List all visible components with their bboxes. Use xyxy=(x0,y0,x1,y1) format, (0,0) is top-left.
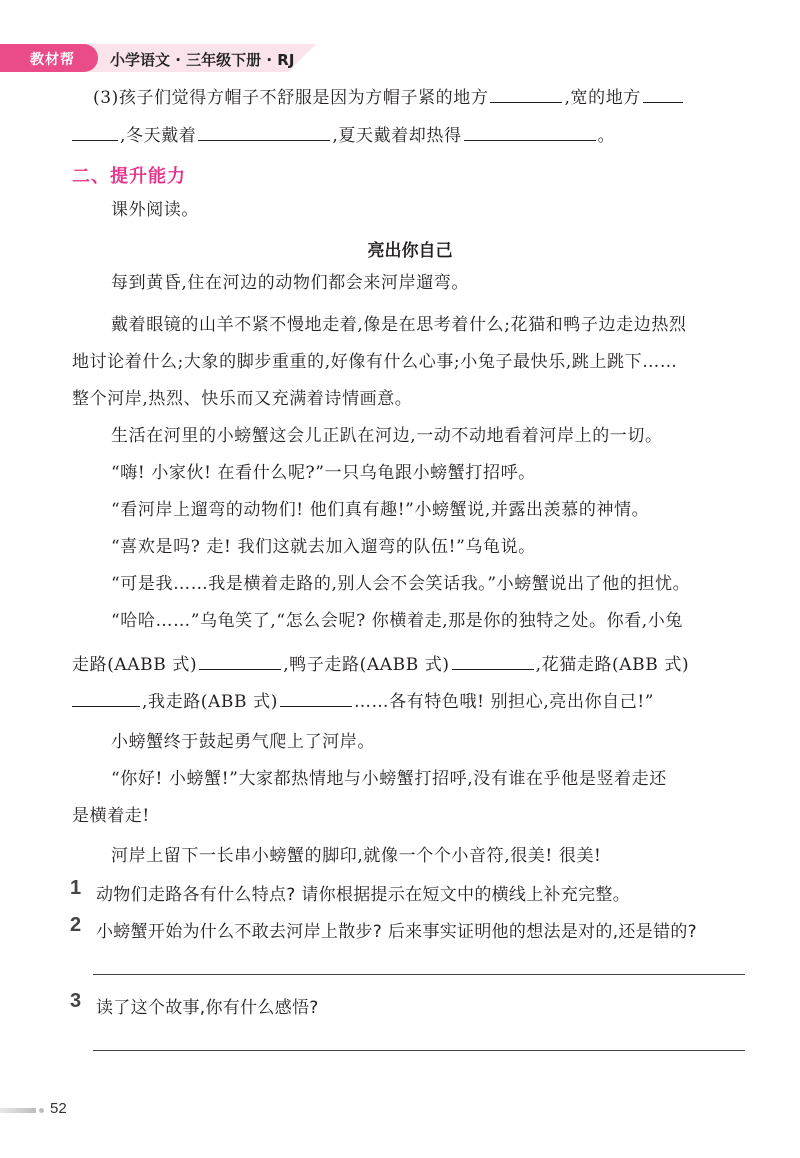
story-line-with-blanks xyxy=(72,690,654,713)
story-line: 是横着走! xyxy=(72,806,150,826)
story-paragraph: “嗨! 小家伙! 在看什么呢?”一只乌龟跟小螃蟹打招呼。 xyxy=(111,463,536,483)
question-text: 小螃蟹开始为什么不敢去河岸上散步? 后来事实证明他的想法是对的,还是错的? xyxy=(96,922,697,942)
story-text: 走路(AABB 式) xyxy=(72,655,198,675)
q3-text-2b: ,夏天戴着却热得 xyxy=(332,126,462,146)
answer-blank[interactable] xyxy=(490,86,562,103)
story-paragraph: 每到黄昏,住在河边的动物们都会来河岸遛弯。 xyxy=(111,273,470,293)
story-title: 亮出你自己 xyxy=(367,241,453,261)
section-intro: 课外阅读。 xyxy=(111,200,199,220)
answer-blank[interactable] xyxy=(198,124,330,141)
story-paragraph: 河岸上留下一长串小螃蟹的脚印,就像一个个小音符,很美! 很美! xyxy=(111,846,602,866)
question-number: 1 xyxy=(70,877,82,899)
q3-text-2c: 。 xyxy=(597,126,616,146)
story-line: 戴着眼镜的山羊不紧不慢地走着,像是在思考着什么;花猫和鸭子边走边热烈 xyxy=(111,315,687,335)
answer-blank[interactable] xyxy=(199,653,281,670)
answer-blank[interactable] xyxy=(280,690,352,707)
badge-dot-pattern xyxy=(6,94,26,110)
story-paragraph: “可是我……我是横着走路的,别人会不会笑话我。”小螃蟹说出了他的担忧。 xyxy=(111,574,691,594)
question-number: 2 xyxy=(70,914,82,936)
page-number: 52 xyxy=(50,1100,67,1117)
q3-line-1 xyxy=(93,86,683,109)
answer-blank[interactable] xyxy=(72,124,118,141)
header-title: 小学语文 · 三年级下册 · RJ xyxy=(110,51,295,69)
footer-dot xyxy=(39,1108,44,1113)
answer-line[interactable] xyxy=(93,974,745,975)
answer-blank[interactable] xyxy=(452,653,534,670)
question-text: 动物们走路各有什么特点? 请你根据提示在短文中的横线上补充完整。 xyxy=(96,885,631,905)
footer-bar xyxy=(0,1108,36,1113)
story-line: 整个河岸,热烈、快乐而又充满着诗情画意。 xyxy=(72,389,413,409)
story-line: 地讨论着什么;大象的脚步重重的,好像有什么心事;小兔子最快乐,跳上跳下…… xyxy=(72,352,678,372)
header-badge xyxy=(0,44,98,72)
q3-text-2a: ,冬天戴着 xyxy=(120,126,197,146)
story-line-with-blanks xyxy=(72,653,689,676)
question-number: 3 xyxy=(70,990,82,1012)
story-line: “你好! 小螃蟹!”大家都热情地与小螃蟹打招呼,没有谁在乎他是竖着走还 xyxy=(111,769,667,789)
q3-line-2 xyxy=(72,124,615,147)
story-paragraph: “喜欢是吗? 走! 我们这就去加入遛弯的队伍!”乌龟说。 xyxy=(111,537,536,557)
story-line: “哈哈……”乌龟笑了,“怎么会呢? 你横着走,那是你的独特之处。你看,小兔 xyxy=(111,611,684,631)
answer-blank[interactable] xyxy=(464,124,596,141)
story-text: ,花猫走路(ABB 式) xyxy=(535,655,690,675)
section-title: 二、提升能力 xyxy=(72,166,186,187)
story-paragraph: 小螃蟹终于鼓起勇气爬上了河岸。 xyxy=(111,732,375,752)
q3-text-1a: (3)孩子们觉得方帽子不舒服是因为方帽子紧的地方 xyxy=(93,88,489,108)
answer-line[interactable] xyxy=(93,1050,745,1051)
story-text: ,鸭子走路(AABB 式) xyxy=(283,655,450,675)
story-paragraph: 生活在河里的小螃蟹这会儿正趴在河边,一动不动地看着河岸上的一切。 xyxy=(111,426,663,446)
answer-blank[interactable] xyxy=(72,690,140,707)
story-text: ,我走路(ABB 式) xyxy=(142,692,278,712)
story-paragraph: “看河岸上遛弯的动物们! 他们真有趣!”小螃蟹说,并露出羡慕的神情。 xyxy=(111,500,650,520)
question-text: 读了这个故事,你有什么感悟? xyxy=(96,998,319,1018)
story-text: ……各有特色哦! 别担心,亮出你自己!” xyxy=(353,692,655,712)
q3-text-1b: ,宽的地方 xyxy=(564,88,641,108)
answer-blank[interactable] xyxy=(643,86,683,103)
header-badge-label: 教材帮 xyxy=(30,52,75,68)
